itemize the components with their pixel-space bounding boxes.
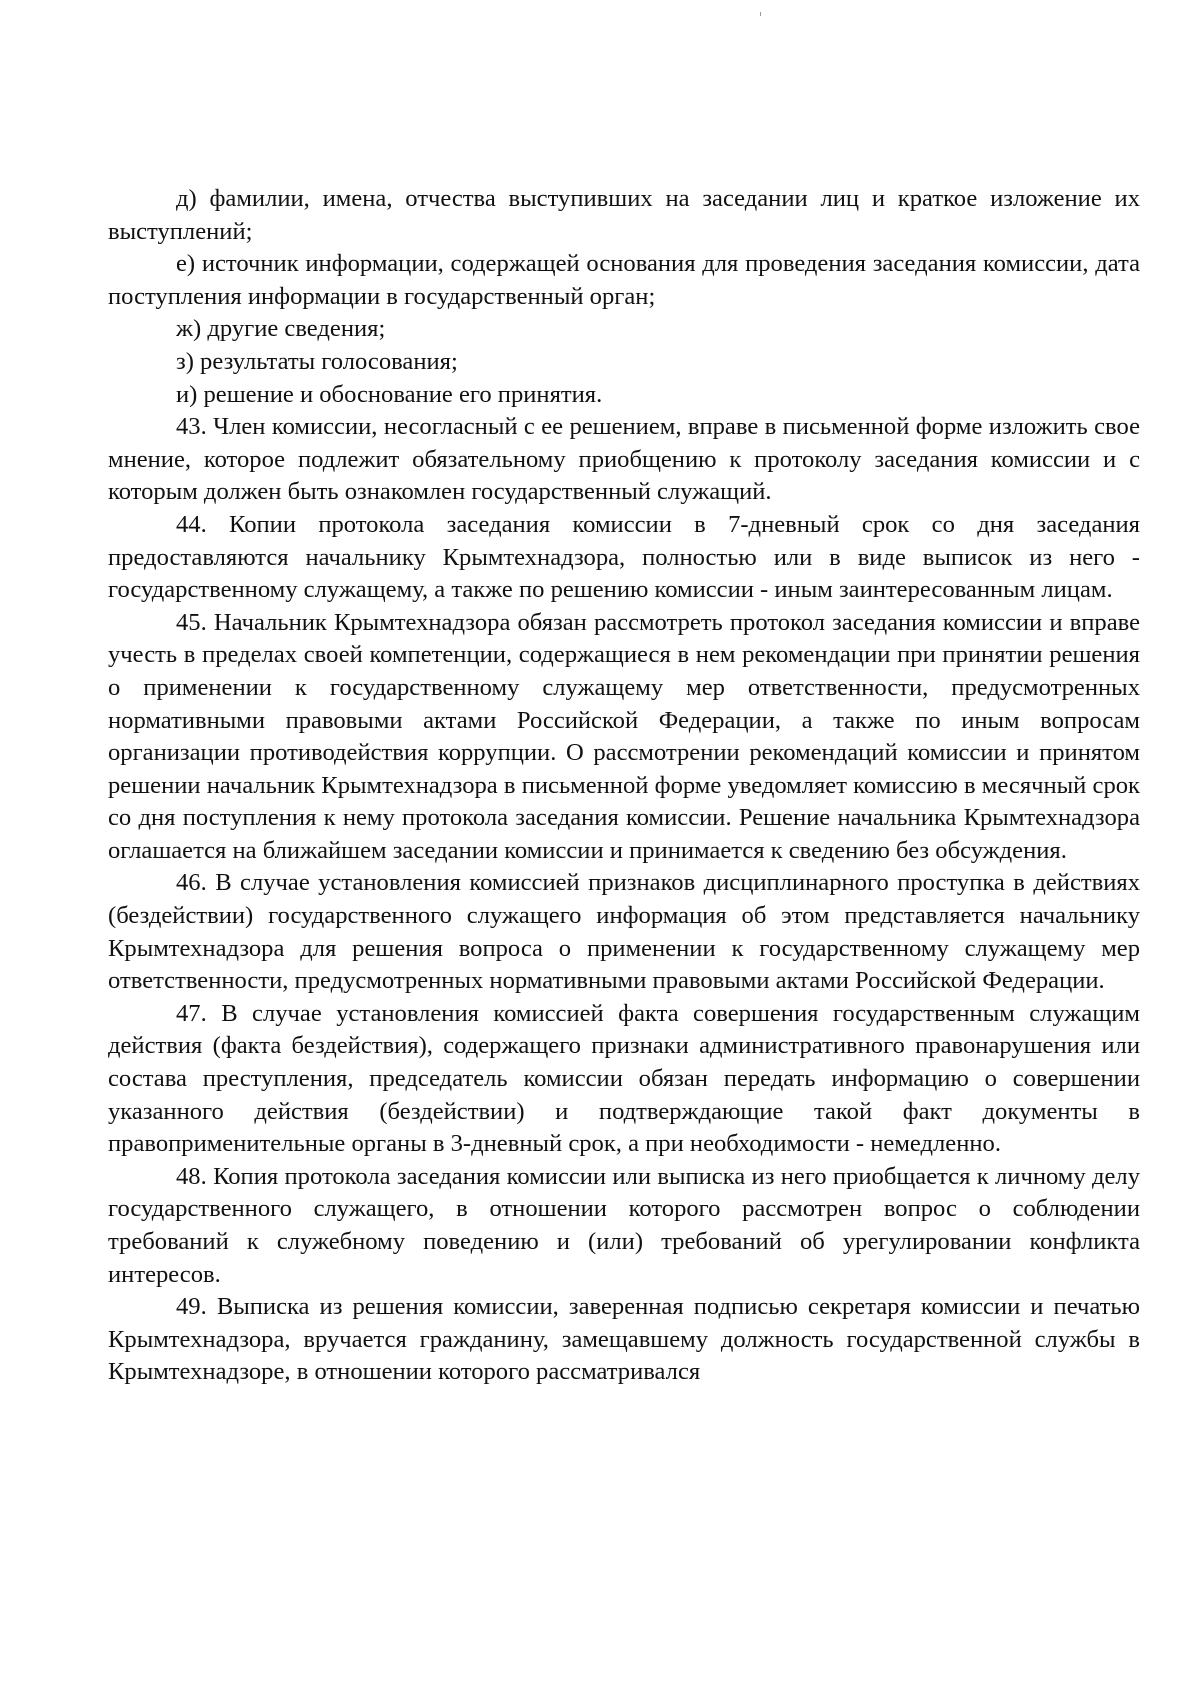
item-zh-other-info: ж) другие сведения; (176, 315, 386, 343)
clause-45: 45. Начальник Крымтехнадзора обязан рассмотреть протокол заседания комиссии и вправе учесть в пределах своей компетенции, содержащиеся в нем рекомендации при принятии решения о применении к государственному служащему мер ответственности, предусмотренных нормативными правовыми актами Российской Федерации, а также по иным вопросам организации противодействия коррупции. О рассмотрении рекомендаций комиссии и принятом решении начальник Крымтехнадзора в письменной форме уведомляет комиссию в месячный срок со дня поступления к нему протокола заседания комиссии. Решение начальника Крымтехнадзора оглашается на ближайшем заседании комиссии и принимается к сведению без обсуждения. (108, 608, 1140, 864)
item-d-speakers: д) фамилии, имена, отчества выступивших на заседании лиц и краткое изложение их выступлений; (108, 185, 1140, 245)
clause-43: 43. Член комиссии, несогласный с ее решением, вправе в письменной форме изложить свое мнение, которое подлежит обязательному приобщению к протоколу заседания комиссии и с которым должен быть ознакомлен государственный служащий. (108, 413, 1140, 506)
clause-48: 48. Копия протокола заседания комиссии или выписка из него приобщается к личному делу государственного служащего, в отношении которого рассмотрен вопрос о соблюдении требований к служебному поведению и (или) требований об урегулировании конфликта интересов. (108, 1162, 1140, 1288)
item-e-info-source: е) источник информации, содержащей основания для проведения заседания комиссии, дата поступления информации в государственный орган; (108, 250, 1140, 310)
document-body (108, 183, 1140, 1389)
clause-44: 44. Копии протокола заседания комиссии в 7-дневный срок со дня заседания предоставляются начальнику Крымтехнадзора, полностью или в виде выписок из него - государственному служащему, а также по решению комиссии - иным заинтересованным лицам. (108, 510, 1140, 604)
clause-46: 46. В случае установления комиссией признаков дисциплинарного проступка в действиях (бездействии) государственного служащего информация об этом представляется начальнику Крымтехнадзора для решения вопроса о применении к государственному служащему мер ответственности, предусмотренных нормативными правовыми актами Российской Федерации. (108, 869, 1140, 995)
clause-47: 47. В случае установления комиссией факта совершения государственным служащим действия (факта бездействия), содержащего признаки административного правонарушения или состава преступления, председатель комиссии обязан передать информацию о совершении указанного действия (бездействии) и подтверждающие такой факт документы в правоприменительные органы в 3-дневный срок, а при необходимости - немедленно. (108, 999, 1140, 1158)
item-i-decision: и) решение и обоснование его принятия. (176, 380, 603, 408)
scan-speck (760, 12, 761, 16)
item-z-voting-results: з) результаты голосования; (176, 347, 458, 375)
clause-49: 49. Выписка из решения комиссии, заверенная подписью секретаря комиссии и печатью Крымтехнадзора, вручается гражданину, замещавшему должность государственной службы в Крымтехнадзоре, в отношении которого рассматривался (108, 1293, 1140, 1386)
